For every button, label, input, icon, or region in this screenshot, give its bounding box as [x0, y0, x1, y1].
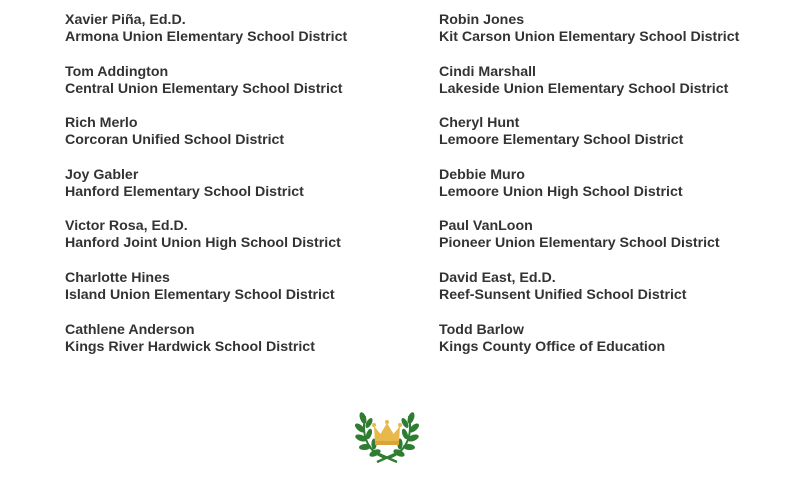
superintendent-name: Tom Addington	[65, 63, 169, 80]
list-item	[439, 218, 799, 270]
list-item	[65, 12, 439, 64]
superintendent-name: Joy Gabler	[65, 166, 139, 183]
district-name: Lemoore Union High School District	[439, 183, 683, 200]
district-name: Kings River Hardwick School District	[65, 338, 315, 355]
district-name: Lakeside Union Elementary School District	[439, 80, 729, 97]
list-item	[439, 167, 799, 219]
superintendent-name: Cathlene Anderson	[65, 321, 195, 338]
left-column	[65, 12, 439, 373]
superintendent-name: Cheryl Hunt	[439, 115, 520, 132]
crown-laurel-icon	[355, 406, 419, 464]
district-name: Hanford Elementary School District	[65, 183, 304, 200]
superintendent-list	[65, 12, 800, 373]
list-item	[65, 218, 439, 270]
district-name: Island Union Elementary School District	[65, 286, 335, 303]
superintendent-name: David East, Ed.D.	[439, 269, 556, 286]
district-name: Reef-Sunsent Unified School District	[439, 286, 687, 303]
right-column	[439, 12, 799, 373]
superintendent-name: Robin Jones	[439, 12, 525, 28]
list-item	[65, 115, 439, 167]
district-name: Central Union Elementary School District	[65, 80, 343, 97]
superintendent-name: Xavier Piña, Ed.D.	[65, 12, 186, 28]
district-name: Kit Carson Union Elementary School District	[439, 29, 740, 45]
list-item	[65, 322, 439, 374]
district-name: Armona Union Elementary School District	[65, 29, 348, 45]
list-item	[439, 115, 799, 167]
list-item	[439, 12, 799, 64]
district-name: Kings County Office of Education	[439, 338, 666, 355]
superintendent-name: Todd Barlow	[439, 321, 524, 338]
district-name: Pioneer Union Elementary School District	[439, 235, 720, 252]
list-item	[65, 64, 439, 116]
superintendent-name: Charlotte Hines	[65, 269, 170, 286]
superintendent-name: Debbie Muro	[439, 166, 525, 183]
superintendent-name: Victor Rosa, Ed.D.	[65, 218, 188, 235]
district-name: Lemoore Elementary School District	[439, 132, 684, 149]
list-item	[65, 167, 439, 219]
superintendent-name: Paul VanLoon	[439, 218, 533, 235]
district-name: Hanford Joint Union High School District	[65, 235, 341, 252]
list-item	[439, 270, 799, 322]
district-name: Corcoran Unified School District	[65, 132, 285, 149]
superintendent-name: Cindi Marshall	[439, 63, 536, 80]
list-item	[439, 64, 799, 116]
list-item	[439, 322, 799, 374]
superintendent-name: Rich Merlo	[65, 115, 138, 132]
list-item	[65, 270, 439, 322]
